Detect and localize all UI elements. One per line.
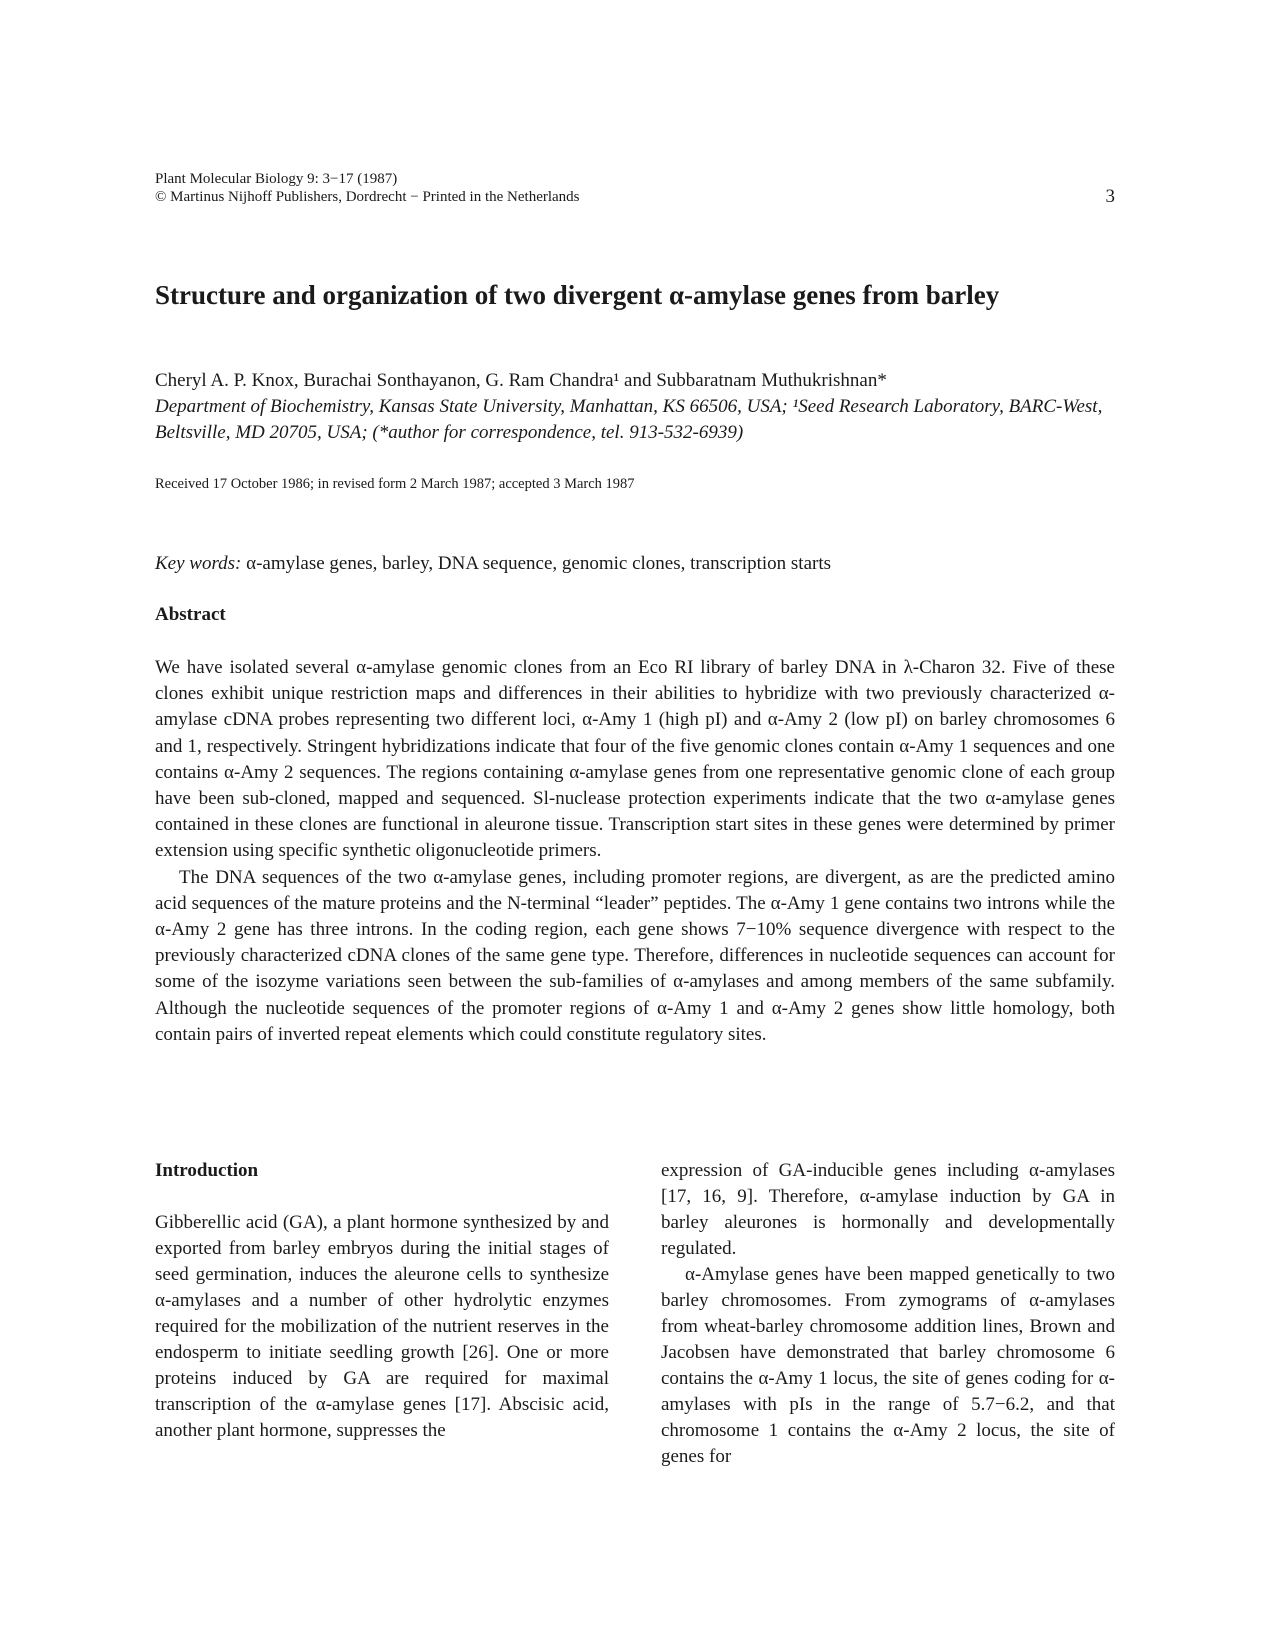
publisher-line: © Martinus Nijhoff Publishers, Dordrecht − Printed in the Netherlands [155,189,580,205]
journal-citation: Plant Molecular Biology 9: 3−17 (1987) [155,171,398,187]
keywords-label: Key words: [155,553,242,574]
keywords-text: α-amylase genes, barley, DNA sequence, genomic clones, transcription starts [246,553,831,574]
article-title: Structure and organization of two divergent α-amylase genes from barley [155,280,1000,310]
page-number: 3 [1105,186,1115,207]
left-column [155,1158,609,1444]
abstract-heading: Abstract [155,604,226,625]
body-paragraph: Gibberellic acid (GA), a plant hormone synthesized by and exported from barley embryos during the initial stages of seed germination, induces the aleurone cells to synthesize α-amylases and a number of other hydrolytic enzymes required for the mobilization of the nutrient reserves in the endosperm to initiate seedling growth [26]. One or more proteins induced by GA are required for maximal transcription of the α-amylase genes [17]. Abscisic acid, another plant hormone, suppresses the [155,1212,609,1441]
affiliations: Department of Biochemistry, Kansas State University, Manhattan, KS 66506, USA; ¹Seed Research Laboratory, BARC-West, Beltsville, MD 20705, USA; (*author for correspondence, tel. 913-532-6939) [155,396,1103,443]
abstract-paragraph: We have isolated several α-amylase genomic clones from an Eco RI library of barley DNA in λ-Charon 32. Five of these clones exhibit unique restriction maps and differences in their abilities to hybridize with two previously characterized α-amylase cDNA probes representing two different loci, α-Amy 1 (high pI) and α-Amy 2 (low pI) on barley chromosomes 6 and 1, respectively. Stringent hybridizations indicate that four of the five genomic clones contain α-Amy 1 sequences and one contains α-Amy 2 sequences. The regions containing α-amylase genes from one representative genomic clone of each group have been sub-cloned, mapped and sequenced. Sl-nuclease protection experiments indicate that the two α-amylase genes contained in these clones are functional in aleurone tissue. Transcription start sites in these genes were determined by primer extension using specific synthetic oligonucleotide primers. [155,657,1115,862]
keywords [155,553,1115,575]
introduction-heading: Introduction [155,1160,259,1181]
body-paragraph: expression of GA-inducible genes including α-amylases [17, 16, 9]. Therefore, α-amylase induction by GA in barley aleurones is hormonally and developmentally regulated. [661,1160,1115,1259]
abstract-paragraph: The DNA sequences of the two α-amylase genes, including promoter regions, are divergent, as are the predicted amino acid sequences of the mature proteins and the N-terminal “leader” peptides. The α-Amy 1 gene contains two introns while the α-Amy 2 gene has three introns. In the coding region, each gene shows 7−10% sequence divergence with respect to the previously characterized cDNA clones of the same gene type. Therefore, differences in nucleotide sequences can account for some of the isozyme variations seen between the sub-families of α-amylases and among members of the same subfamily. Although the nucleotide sequences of the promoter regions of α-Amy 1 and α-Amy 2 genes show little homology, both contain pairs of inverted repeat elements which could constitute regulatory sites. [155,866,1115,1045]
right-column [661,1158,1115,1470]
author-list: Cheryl A. P. Knox, Burachai Sonthayanon, G. Ram Chandra¹ and Subbaratnam Muthukrishnan* [155,370,887,391]
abstract-body [155,655,1115,1048]
received-dates: Received 17 October 1986; in revised form 2 March 1987; accepted 3 March 1987 [155,476,635,492]
running-header [155,170,1115,206]
body-paragraph: α-Amylase genes have been mapped genetically to two barley chromosomes. From zymograms of α-amylases from wheat-barley chromosome addition lines, Brown and Jacobsen have demonstrated that barley chromosome 6 contains the α-Amy 1 locus, the site of genes coding for α-amylases with pIs in the range of 5.7−6.2, and that chromosome 1 contains the α-Amy 2 locus, the site of genes for [661,1264,1115,1467]
author-block [155,368,1115,446]
